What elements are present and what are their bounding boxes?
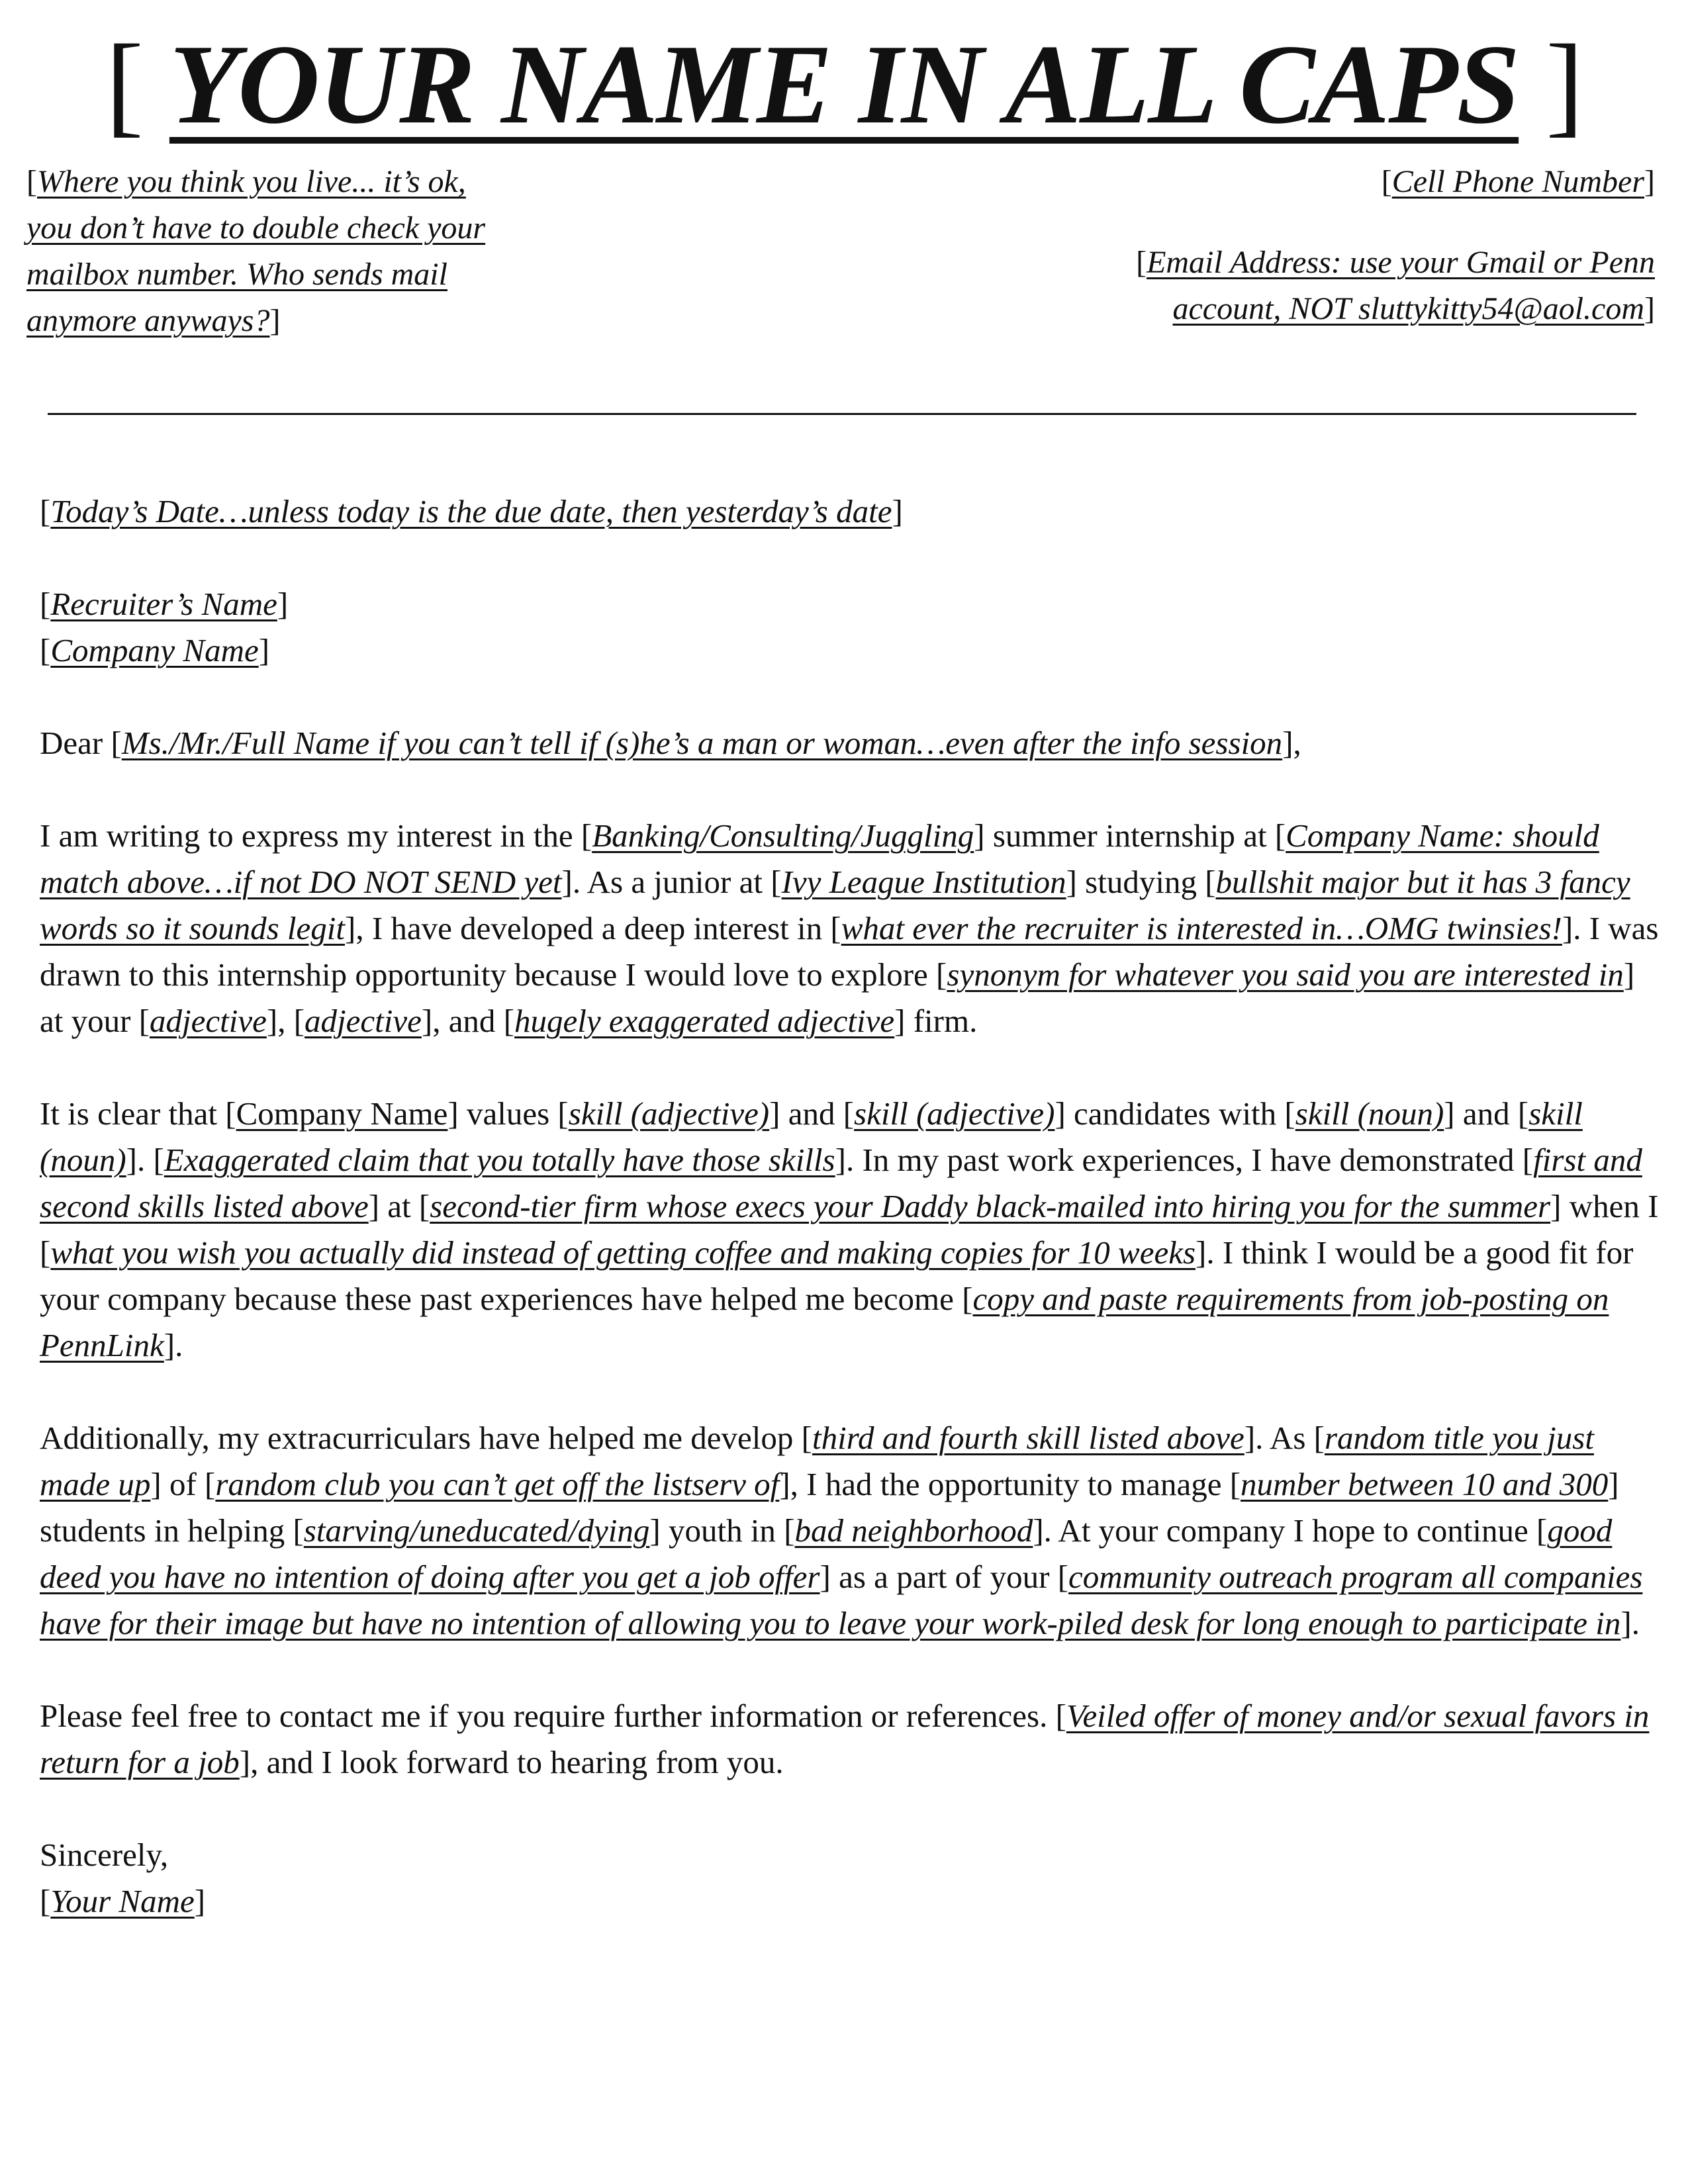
placeholder: second-tier firm whose execs your Daddy black-mailed into hiring you for the summer <box>430 1188 1551 1224</box>
salutation-placeholder: Ms./Mr./Full Name if you can’t tell if (s)he’s a man or woman…even after the info session <box>121 725 1283 761</box>
recruiter-name: [Recruiter’s Name] <box>40 586 289 622</box>
placeholder: bullshit major but it has 3 fancy words so it sounds legit <box>40 864 1630 946</box>
placeholder: bad neighborhood <box>794 1512 1033 1549</box>
company-name: [Company Name] <box>40 632 270 668</box>
phone-placeholder: Cell Phone Number <box>1391 164 1645 199</box>
text: students in helping <box>40 1512 293 1549</box>
text: I am writing to express my interest in the <box>40 817 581 854</box>
text: values <box>458 1095 558 1132</box>
placeholder: skill (noun) <box>1295 1095 1444 1132</box>
text: studying <box>1076 864 1205 900</box>
closing: Sincerely, <box>40 1837 169 1873</box>
text: and <box>1454 1095 1518 1132</box>
placeholder: what you wish you actually did instead of getting coffee and making copies for 10 weeks <box>50 1234 1196 1271</box>
text: . In my past work experiences, I have demonstrated <box>845 1142 1523 1178</box>
placeholder: community outreach program all companies have for their image but have no intention of allowing you to leave your work-piled desk for long enough to participate in <box>40 1559 1643 1641</box>
placeholder: first and second skills listed above <box>40 1142 1642 1224</box>
text: . <box>1631 1605 1640 1641</box>
letter-date: [Today’s Date…unless today is the due date, then yesterday’s date] <box>40 493 903 529</box>
placeholder: starving/uneducated/dying <box>303 1512 650 1549</box>
name-header <box>0 22 1688 148</box>
placeholder: adjective <box>150 1003 267 1039</box>
placeholder: what ever the recruiter is interested in…OMG twinsies! <box>841 910 1562 946</box>
placeholder: third and fourth skill listed above <box>812 1420 1244 1456</box>
placeholder: number between 10 and 300 <box>1241 1466 1609 1502</box>
placeholder: skill (adjective) <box>854 1095 1055 1132</box>
signature: [Your Name] <box>40 1883 206 1919</box>
header-close-bracket: ] <box>1546 22 1583 148</box>
placeholder: synonym for whatever you said you are interested in <box>947 956 1624 993</box>
salutation-suffix: , <box>1293 725 1301 761</box>
placeholder: random title you just made up <box>40 1420 1594 1502</box>
letter-body <box>40 488 1662 1925</box>
paragraph-skills: It is clear that [Company Name] values [skill (adjective)] and [skill (adjective)] candidates with [skill (noun)] and [skill (noun)]. [Exaggerated claim that you totally have those skills]. In my past work experiences, I have demonstrated [first and second skills listed above] at [second-tier firm whose execs your Daddy black-mailed into hiring you for the summer] when I [what you wish you actually did instead of getting coffee and making copies for 10 weeks]. I think I would be a good fit for your company because these past experiences have helped me become [copy and paste requirements from job-posting on PennLink]. <box>40 1095 1659 1363</box>
placeholder: Veiled offer of money and/or sexual favors in return for a job <box>40 1698 1650 1780</box>
contact-right <box>1059 159 1655 332</box>
contact-phone: [Cell Phone Number] <box>1381 164 1655 199</box>
placeholder: Exaggerated claim that you totally have those skills <box>164 1142 835 1178</box>
text: at <box>379 1188 419 1224</box>
paragraph-contact: Please feel free to contact me if you require further information or references. [Veiled offer of money and/or sexual favors in return for a job], and I look forward to hearing from you. <box>40 1698 1650 1780</box>
text: as a part of your <box>830 1559 1058 1595</box>
placeholder: skill (noun) <box>40 1095 1583 1178</box>
placeholder: Company Name <box>236 1095 448 1132</box>
text: Please feel free to contact me if you require further information or references. <box>40 1698 1056 1734</box>
header-divider <box>48 413 1636 415</box>
email-placeholder: Email Address: use your Gmail or Penn account, NOT sluttykitty54@aol.com <box>1147 245 1655 326</box>
placeholder: Company Name: should match above…if not DO NOT SEND yet <box>40 817 1599 900</box>
text: , <box>277 1003 294 1039</box>
paragraph-extracurriculars: Additionally, my extracurriculars have helped me develop [third and fourth skill listed above]. As [random title you just made up] of [random club you can’t get off the listserv of], I had the opportunity to manage [number between 10 and 300] students in helping [starving/uneducated/dying] youth in [bad neighborhood]. At your company I hope to continue [good deed you have no intention of doing after you get a job offer] as a part of your [community outreach program all companies have for their image but have no intention of allowing you to leave your work-piled desk for long enough to participate in]. <box>40 1420 1643 1641</box>
placeholder: skill (adjective) <box>568 1095 770 1132</box>
text: , I have developed a deep interest in <box>355 910 831 946</box>
company-placeholder: Company Name <box>50 632 259 668</box>
text: candidates with <box>1065 1095 1285 1132</box>
placeholder: copy and paste requirements from job-posting on PennLink <box>40 1281 1609 1363</box>
text: . As <box>1255 1420 1314 1456</box>
text: . I was drawn to this internship opportunity because I would love to explore <box>40 910 1659 993</box>
text: . At your company I hope to continue <box>1043 1512 1537 1549</box>
text: and <box>780 1095 843 1132</box>
text: . <box>175 1327 183 1363</box>
text: It is clear that <box>40 1095 226 1132</box>
recruiter-placeholder: Recruiter’s Name <box>50 586 277 622</box>
signature-placeholder: Your Name <box>50 1883 195 1919</box>
salutation: Dear [Ms./Mr./Full Name if you can’t tell if (s)he’s a man or woman…even after the info session], <box>40 725 1301 761</box>
header-name: YOUR NAME IN ALL CAPS <box>169 22 1519 148</box>
text: Additionally, my extracurriculars have helped me develop <box>40 1420 802 1456</box>
contact-address: [Where you think you live... it’s ok, you don’t have to double check your mailbox number. Who sends mail anymore anyways?] <box>26 164 486 338</box>
text: when I <box>1561 1188 1659 1224</box>
paragraph-interest: I am writing to express my interest in the [Banking/Consulting/Juggling] summer internship at [Company Name: should match above…if not DO NOT SEND yet]. As a junior at [Ivy League Institution] studying [bullshit major but it has 3 fancy words so it sounds legit], I have developed a deep interest in [what ever the recruiter is interested in…OMG twinsies!]. I was drawn to this internship opportunity because I would love to explore [synonym for whatever you said you are interested in] at your [adjective], [adjective], and [hugely exaggerated adjective] firm. <box>40 817 1659 1039</box>
text: . As a junior at <box>572 864 771 900</box>
text: youth in <box>660 1512 784 1549</box>
text: , and <box>432 1003 504 1039</box>
placeholder: adjective <box>305 1003 422 1039</box>
text: . I think I would be a good fit for your company because these past experiences have helped me become <box>40 1234 1634 1317</box>
placeholder: Ivy League Institution <box>781 864 1066 900</box>
text: firm. <box>905 1003 978 1039</box>
text: . <box>136 1142 154 1178</box>
text: of <box>161 1466 205 1502</box>
text: at your <box>40 1003 139 1039</box>
placeholder: good deed you have no intention of doing after you get a job offer <box>40 1512 1613 1595</box>
salutation-prefix: Dear <box>40 725 111 761</box>
date-placeholder: Today’s Date…unless today is the due date, then yesterday’s date <box>50 493 892 529</box>
header-open-bracket: [ <box>105 22 142 148</box>
text: , and I look forward to hearing from you. <box>250 1744 784 1780</box>
text: summer internship at <box>984 817 1275 854</box>
address-placeholder: Where you think you live... it’s ok, you don’t have to double check your mailbox number. Who sends mail anymore anyways? <box>26 164 486 338</box>
contact-email: [Email Address: use your Gmail or Penn account, NOT sluttykitty54@aol.com] <box>1136 245 1655 326</box>
placeholder: Banking/Consulting/Juggling <box>592 817 974 854</box>
placeholder: random club you can’t get off the listserv of <box>215 1466 780 1502</box>
placeholder: hugely exaggerated adjective <box>514 1003 895 1039</box>
text: , I had the opportunity to manage <box>790 1466 1230 1502</box>
